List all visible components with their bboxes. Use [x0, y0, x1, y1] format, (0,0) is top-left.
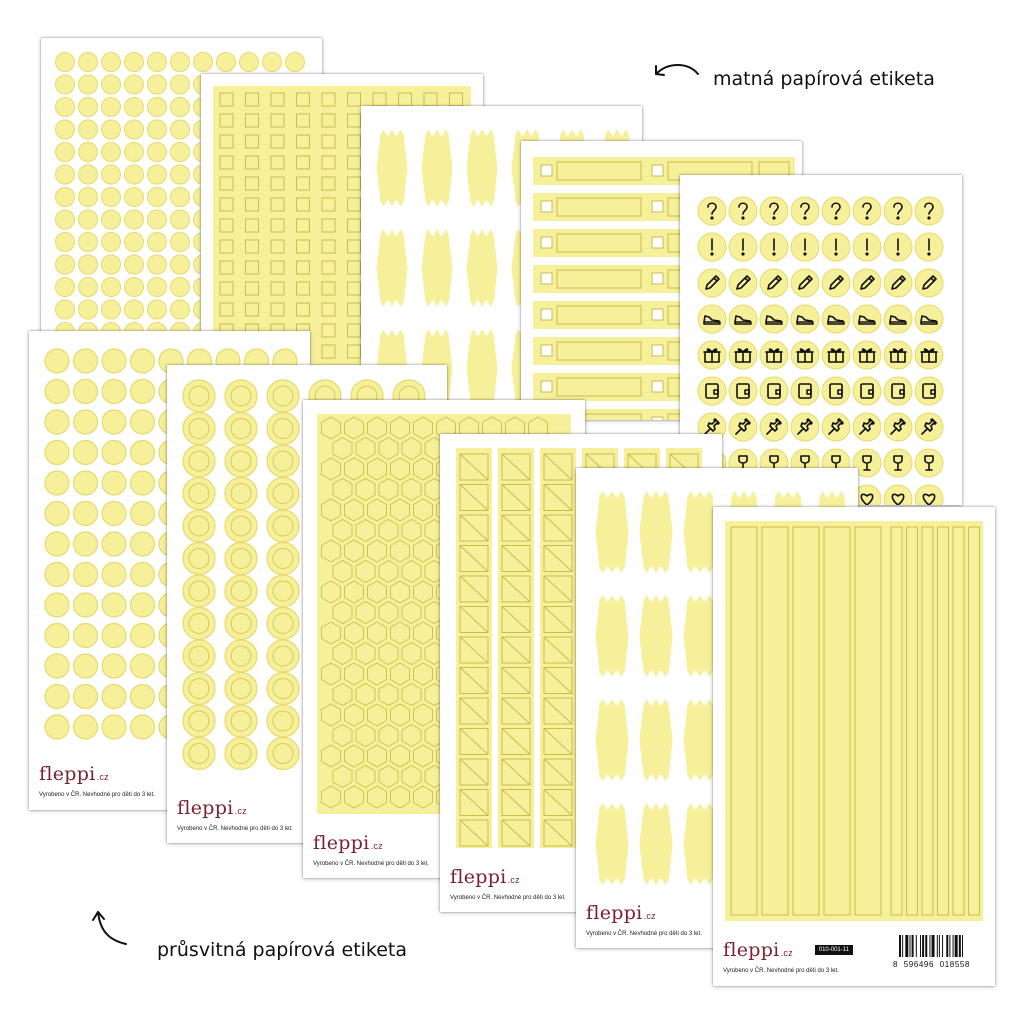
- sticker-dot: [760, 197, 788, 225]
- sticker-ring: [225, 738, 257, 770]
- sticker-brush: [594, 696, 630, 784]
- footer-note: Vyrobeno v ČR. Nevhodné pro děti do 3 let.: [39, 792, 155, 798]
- sticker-dot: [56, 210, 75, 229]
- sticker-dot: [131, 715, 155, 739]
- sticker-dot: [171, 165, 190, 184]
- sticker-dot: [822, 269, 850, 297]
- sticker-dot: [217, 53, 236, 72]
- sticker-checkbox: [541, 273, 552, 284]
- sticker-dot: [74, 349, 98, 373]
- sticker-dot: [125, 120, 144, 139]
- sticker-dot: [45, 715, 69, 739]
- sticker-dot: [79, 233, 98, 252]
- sticker-checkbox: [541, 381, 552, 392]
- sticker-column: [456, 448, 492, 848]
- sticker-dot: [102, 300, 121, 319]
- sticker-dot: [74, 471, 98, 495]
- sticker-dot: [791, 377, 819, 405]
- sticker-brush: [465, 226, 499, 310]
- sticker-dot: [102, 233, 121, 252]
- sticker-ring: [267, 738, 299, 770]
- sticker-ring: [183, 543, 215, 575]
- sticker-dot: [915, 413, 943, 441]
- callout-transparent-label: průsvitná papírová etiketa: [157, 939, 408, 961]
- sticker-ring: [267, 478, 299, 510]
- sticker-dot: [148, 278, 167, 297]
- sticker-dot: [79, 188, 98, 207]
- sticker-dot: [125, 75, 144, 94]
- sticker-dot: [240, 53, 259, 72]
- sticker-dot: [148, 210, 167, 229]
- sticker-dot: [74, 502, 98, 526]
- sticker-checkbox: [541, 237, 552, 248]
- sticker-dot: [148, 165, 167, 184]
- sticker-dot: [102, 98, 121, 117]
- sticker-dot: [102, 593, 126, 617]
- sticker-dot: [45, 349, 69, 373]
- sticker-dot: [729, 377, 757, 405]
- brand-logo: fleppi.cz: [723, 939, 793, 961]
- sticker-ring: [225, 413, 257, 445]
- sticker-dot: [148, 233, 167, 252]
- barcode-bar: [905, 935, 908, 957]
- sticker-dot: [45, 593, 69, 617]
- sticker-ring: [183, 380, 215, 412]
- sticker-dot: [131, 349, 155, 373]
- sticker-dot: [822, 413, 850, 441]
- sticker-dot: [102, 349, 126, 373]
- sticker-checkbox: [541, 345, 552, 356]
- sticker-ring: [183, 673, 215, 705]
- sticker-dot: [56, 188, 75, 207]
- sticker-ring: [267, 413, 299, 445]
- sticker-ring: [183, 478, 215, 510]
- sticker-dot: [74, 654, 98, 678]
- sticker-dot: [102, 75, 121, 94]
- sticker-checkbox: [652, 417, 663, 420]
- sticker-checkbox: [652, 273, 663, 284]
- barcode-bar: [929, 935, 930, 957]
- sticker-checkbox: [652, 237, 663, 248]
- sticker-brush: [420, 126, 454, 210]
- sticker-dot: [171, 120, 190, 139]
- sticker-dot: [148, 53, 167, 72]
- sticker-brush: [420, 226, 454, 310]
- sticker-dot: [915, 269, 943, 297]
- sticker-dot: [884, 413, 912, 441]
- sticker-dot: [74, 563, 98, 587]
- barcode-bar: [955, 935, 958, 957]
- sticker-ring: [225, 575, 257, 607]
- sticker-dot: [915, 197, 943, 225]
- sticker-dot: [884, 269, 912, 297]
- sticker-brush: [465, 326, 499, 409]
- sticker-dot: [125, 233, 144, 252]
- sticker-checkbox: [541, 165, 552, 176]
- sticker-sheet-5: [680, 175, 962, 505]
- footer-note: Vyrobeno v ČR. Nevhodné pro děti do 3 let.: [177, 826, 293, 832]
- sticker-dot: [194, 53, 213, 72]
- sticker-dot: [148, 188, 167, 207]
- arrow-transparent-icon: [88, 904, 132, 948]
- barcode-bar: [916, 935, 917, 957]
- sticker-dot: [74, 380, 98, 404]
- barcode-bar: [946, 935, 948, 957]
- sticker-dot: [131, 685, 155, 709]
- sticker-dot: [131, 471, 155, 495]
- sticker-dot: [102, 502, 126, 526]
- sticker-brush: [594, 800, 630, 888]
- sticker-ring: [267, 673, 299, 705]
- sticker-dot: [131, 563, 155, 587]
- sticker-dot: [102, 471, 126, 495]
- sticker-checkbox: [652, 201, 663, 212]
- sticker-dot: [171, 210, 190, 229]
- sticker-dot: [79, 75, 98, 94]
- sticker-dot: [131, 441, 155, 465]
- sticker-dot: [148, 75, 167, 94]
- sticker-dot: [102, 380, 126, 404]
- sticker-sheet-11: [713, 507, 995, 986]
- sticker-dot: [125, 53, 144, 72]
- sticker-dot: [45, 502, 69, 526]
- sticker-dot: [102, 255, 121, 274]
- barcode-bar: [922, 935, 924, 957]
- sticker-dot: [171, 255, 190, 274]
- sticker-dot: [148, 255, 167, 274]
- sticker-ring: [225, 608, 257, 640]
- sticker-brush: [638, 800, 674, 888]
- sticker-dot: [45, 654, 69, 678]
- sticker-dot: [729, 197, 757, 225]
- sticker-ring: [225, 445, 257, 477]
- sticker-dot: [148, 143, 167, 162]
- sticker-dot: [171, 233, 190, 252]
- sticker-dot: [56, 255, 75, 274]
- sticker-dot: [79, 255, 98, 274]
- sticker-ring: [267, 640, 299, 672]
- sticker-dot: [286, 53, 305, 72]
- sticker-ring: [267, 380, 299, 412]
- sticker-checkbox: [652, 309, 663, 320]
- sticker-ring: [225, 510, 257, 542]
- sticker-dot: [74, 532, 98, 556]
- sticker-dot: [102, 188, 121, 207]
- sticker-dot: [131, 502, 155, 526]
- sticker-dot: [56, 53, 75, 72]
- callout-matte-label: matná papírová etiketa: [713, 68, 935, 90]
- sticker-dot: [74, 715, 98, 739]
- footer-note: Vyrobeno v ČR. Nevhodné pro děti do 3 let.: [313, 861, 429, 867]
- sticker-dot: [74, 441, 98, 465]
- barcode-bar: [937, 935, 938, 957]
- sticker-ring: [183, 575, 215, 607]
- sticker-dot: [56, 120, 75, 139]
- sticker-ring: [267, 543, 299, 575]
- footer-note: Vyrobeno v ČR. Nevhodné pro děti do 3 let.: [586, 931, 702, 937]
- sticker-backing: [725, 521, 983, 921]
- sticker-checkbox: [652, 345, 663, 356]
- sticker-dot: [102, 654, 126, 678]
- sticker-dot: [760, 377, 788, 405]
- barcode-bar: [953, 935, 954, 957]
- brand-logo: fleppi.cz: [39, 763, 109, 785]
- sticker-dot: [79, 120, 98, 139]
- sticker-dot: [131, 410, 155, 434]
- sticker-dot: [698, 269, 726, 297]
- sticker-ring: [225, 673, 257, 705]
- sticker-dot: [131, 593, 155, 617]
- sticker-dot: [102, 624, 126, 648]
- sticker-dot: [148, 120, 167, 139]
- sticker-dot: [171, 188, 190, 207]
- sticker-column: [498, 448, 534, 848]
- sticker-dot: [102, 685, 126, 709]
- sticker-ring: [183, 608, 215, 640]
- sticker-dot: [56, 143, 75, 162]
- sticker-dot: [45, 624, 69, 648]
- sheet-code: 010-001-11: [815, 945, 853, 955]
- barcode-bar: [910, 935, 911, 957]
- sticker-dot: [102, 410, 126, 434]
- sticker-dot: [853, 377, 881, 405]
- arrow-matte-icon: [648, 60, 702, 86]
- sticker-dot: [171, 53, 190, 72]
- sticker-dot: [56, 233, 75, 252]
- sticker-dot: [102, 563, 126, 587]
- barcode-bar: [912, 935, 914, 957]
- sticker-dot: [45, 471, 69, 495]
- sticker-ring: [183, 738, 215, 770]
- sticker-dot: [79, 210, 98, 229]
- brand-logo: fleppi.cz: [177, 797, 247, 819]
- sticker-ring: [183, 640, 215, 672]
- sticker-dot: [148, 300, 167, 319]
- sticker-dot: [131, 624, 155, 648]
- sticker-brush: [465, 126, 499, 210]
- sticker-ring: [183, 413, 215, 445]
- barcode-bar: [942, 935, 943, 957]
- sticker-dot: [79, 165, 98, 184]
- sticker-checkbox: [541, 201, 552, 212]
- sticker-dot: [102, 441, 126, 465]
- sticker-dot: [853, 413, 881, 441]
- sticker-dot: [125, 300, 144, 319]
- sticker-dot: [884, 197, 912, 225]
- sticker-checkbox: [541, 309, 552, 320]
- sticker-dot: [74, 685, 98, 709]
- sticker-dot: [915, 377, 943, 405]
- sticker-dot: [102, 120, 121, 139]
- sticker-dot: [56, 300, 75, 319]
- sticker-dot: [791, 269, 819, 297]
- sticker-dot: [884, 377, 912, 405]
- barcode-digits: 8 596496 018558: [893, 960, 970, 969]
- sticker-dot: [131, 532, 155, 556]
- sticker-ring: [267, 705, 299, 737]
- sticker-ring: [267, 575, 299, 607]
- sticker-dot: [79, 98, 98, 117]
- sticker-dot: [74, 593, 98, 617]
- sticker-dot: [56, 278, 75, 297]
- barcode: [899, 935, 985, 957]
- brand-logo: fleppi.cz: [450, 866, 520, 888]
- brand-logo: fleppi.cz: [586, 902, 656, 924]
- sticker-ring: [267, 608, 299, 640]
- sticker-dot: [125, 278, 144, 297]
- sticker-dot: [131, 380, 155, 404]
- sticker-dot: [698, 197, 726, 225]
- sticker-dot: [171, 143, 190, 162]
- sticker-dot: [791, 413, 819, 441]
- sticker-dot: [148, 98, 167, 117]
- sticker-dot: [45, 532, 69, 556]
- sticker-brush: [594, 488, 630, 576]
- barcode-bar: [902, 935, 903, 957]
- sticker-ring: [183, 510, 215, 542]
- sticker-dot: [171, 300, 190, 319]
- sticker-brush: [638, 592, 674, 680]
- barcode-bar: [932, 935, 935, 957]
- sticker-dot: [125, 143, 144, 162]
- sticker-dot: [822, 197, 850, 225]
- sticker-brush: [375, 226, 409, 310]
- footer-note: Vyrobeno v ČR. Nevhodné pro děti do 3 let.: [450, 895, 566, 901]
- sticker-brush: [638, 488, 674, 576]
- sticker-dot: [791, 197, 819, 225]
- sticker-ring: [225, 380, 257, 412]
- sticker-dot: [822, 377, 850, 405]
- sticker-dot: [45, 441, 69, 465]
- sticker-ring: [225, 478, 257, 510]
- sticker-ring: [225, 543, 257, 575]
- sticker-dot: [171, 278, 190, 297]
- sticker-dot: [79, 53, 98, 72]
- sticker-dot: [125, 188, 144, 207]
- sticker-dot: [125, 255, 144, 274]
- sticker-dot: [79, 278, 98, 297]
- sticker-dot: [125, 98, 144, 117]
- sticker-brush: [594, 592, 630, 680]
- sticker-dot: [171, 75, 190, 94]
- sticker-dot: [45, 685, 69, 709]
- sticker-brush: [638, 696, 674, 784]
- sticker-dot: [131, 654, 155, 678]
- sticker-dot: [853, 269, 881, 297]
- barcode-bar: [939, 935, 940, 957]
- barcode-bar: [959, 935, 961, 957]
- sticker-dot: [56, 165, 75, 184]
- sticker-brush: [375, 126, 409, 210]
- sticker-dot: [102, 532, 126, 556]
- sticker-dot: [74, 624, 98, 648]
- sticker-dot: [125, 165, 144, 184]
- sticker-checkbox: [652, 381, 663, 392]
- sticker-checkbox: [652, 165, 663, 176]
- sticker-dot: [45, 410, 69, 434]
- barcode-bar: [925, 935, 927, 957]
- barcode-bar: [962, 935, 963, 957]
- sticker-dot: [698, 377, 726, 405]
- sticker-dot: [760, 413, 788, 441]
- sticker-dot: [102, 165, 121, 184]
- sticker-dot: [56, 98, 75, 117]
- sticker-dot: [760, 269, 788, 297]
- sticker-dot: [171, 98, 190, 117]
- sticker-ring: [183, 705, 215, 737]
- sticker-ring: [267, 510, 299, 542]
- footer-note: Vyrobeno v ČR. Nevhodné pro děti do 3 let.: [723, 968, 839, 974]
- sticker-dot: [102, 210, 121, 229]
- sticker-dot: [79, 143, 98, 162]
- sticker-dot: [102, 53, 121, 72]
- sticker-dot: [263, 53, 282, 72]
- sticker-dot: [125, 210, 144, 229]
- sticker-dot: [45, 380, 69, 404]
- sticker-dot: [45, 563, 69, 587]
- sticker-dot: [79, 300, 98, 319]
- sticker-dot: [729, 269, 757, 297]
- barcode-bar: [899, 935, 901, 957]
- sticker-column: [540, 448, 576, 848]
- sticker-ring: [225, 705, 257, 737]
- sticker-dot: [102, 278, 121, 297]
- sticker-dot: [56, 75, 75, 94]
- barcode-bar: [949, 935, 950, 957]
- sticker-dot: [102, 715, 126, 739]
- sticker-ring: [225, 640, 257, 672]
- sticker-dot: [102, 143, 121, 162]
- sticker-ring: [183, 445, 215, 477]
- sticker-ring: [267, 445, 299, 477]
- barcode-bar: [920, 935, 921, 957]
- sticker-dot: [74, 410, 98, 434]
- sticker-dot: [729, 413, 757, 441]
- brand-logo: fleppi.cz: [313, 832, 383, 854]
- sticker-dot: [853, 197, 881, 225]
